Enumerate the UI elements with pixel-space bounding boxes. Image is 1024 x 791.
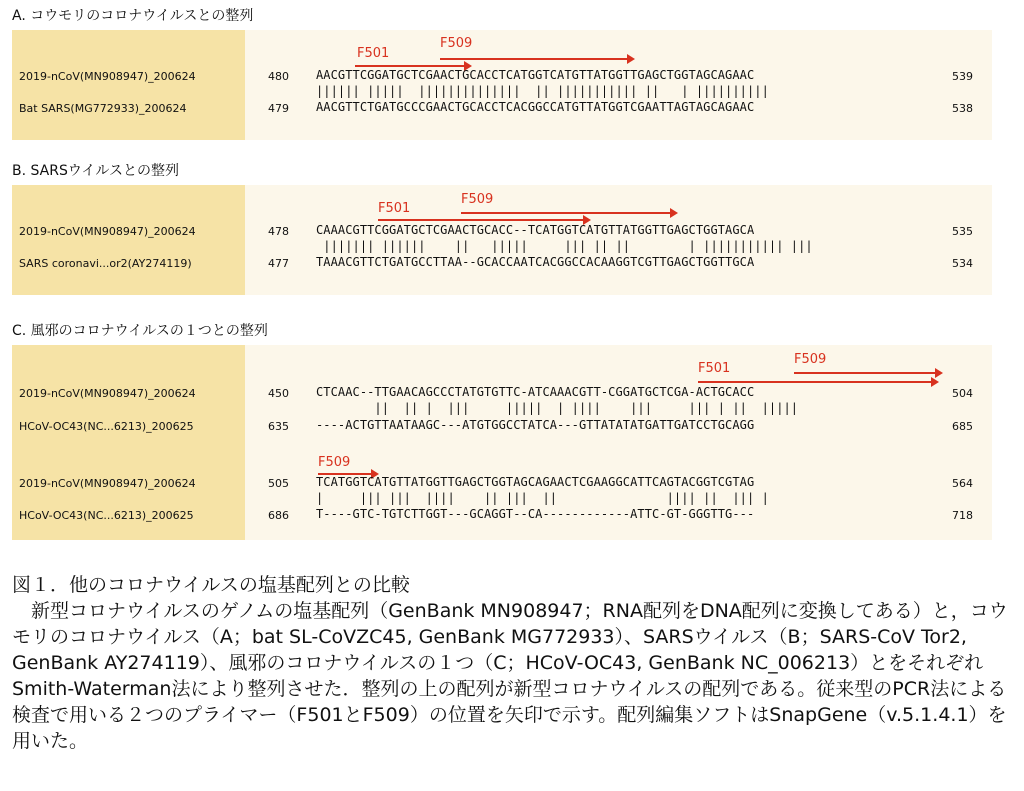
- primer-arrow-f501: [355, 65, 465, 67]
- match-line: || || | ||| ||||| | |||| ||| ||| | || |||||: [316, 401, 799, 415]
- seq-end: 564: [952, 477, 973, 490]
- sequence-names-column: [12, 185, 245, 295]
- caption-body: 新型コロナウイルスのゲノムの塩基配列（GenBank MN908947；RNA配列をDNA配列に変換してある）と，コウモリのコロナウイルス（A；bat SL-CoVZC45, GenBank MG772933）、SARSウイルス（B；SARS-CoV Tor2, GenBank AY274119）、風邪のコロナウイルスの１つ（C；HCoV-OC43, GenBank NC_006213）とをそれぞれSmith-Waterman法により整列させた．整列の上の配列が新型コロナウイルスの配列である。従来型のPCR法による検査で用いる２つのプライマー（F501とF509）の位置を矢印で示す。配列編集ソフトはSnapGene（v.5.1.4.1）を用いた。: [12, 600, 1008, 752]
- seq-name: HCoV-OC43(NC...6213)_200625: [19, 509, 194, 522]
- primer-label-f501: F501: [698, 361, 731, 376]
- seq-end: 685: [952, 420, 973, 433]
- seq-end: 718: [952, 509, 973, 522]
- sequence-names-column: [12, 30, 245, 140]
- seq-end: 538: [952, 102, 973, 115]
- primer-label-f509: F509: [461, 192, 494, 207]
- match-line: |||||| ||||| |||||||||||||| || ||||||||||| || | ||||||||||: [316, 84, 769, 98]
- caption-title: 図１．他のコロナウイルスの塩基配列との比較: [12, 574, 410, 596]
- section-b-title: B. SARSウイルスとの整列: [12, 163, 180, 179]
- primer-label-f509: F509: [440, 36, 473, 51]
- alignment-panel-a: [12, 30, 992, 140]
- match-line: ||||||| |||||| || ||||| ||| || || | ||||||||||| |||: [316, 239, 813, 253]
- seq-end: 539: [952, 70, 973, 83]
- sequence: CTCAAC--TTGAACAGCCCTATGTGTTC-ATCAAACGTT-CGGATGCTCGA-ACTGCACC: [316, 385, 755, 399]
- primer-arrow-f501: [378, 219, 584, 221]
- seq-start: 480: [268, 70, 289, 83]
- seq-name: SARS coronavi...or2(AY274119): [19, 257, 192, 270]
- seq-start: 478: [268, 225, 289, 238]
- primer-arrow-f509: [794, 372, 936, 374]
- section-a-title: A. コウモリのコロナウイルスとの整列: [12, 8, 254, 24]
- alignment-panel-b: [12, 185, 992, 295]
- primer-arrow-f509: [440, 58, 628, 60]
- seq-start: 477: [268, 257, 289, 270]
- primer-arrow-f509: [461, 212, 671, 214]
- seq-end: 535: [952, 225, 973, 238]
- seq-end: 534: [952, 257, 973, 270]
- seq-start: 505: [268, 477, 289, 490]
- seq-start: 686: [268, 509, 289, 522]
- seq-name: 2019-nCoV(MN908947)_200624: [19, 225, 196, 238]
- primer-label-f509: F509: [318, 455, 351, 470]
- sequence: ----ACTGTTAATAAGC---ATGTGGCCTATCA---GTTATATATGATTGATCCTGCAGG: [316, 418, 755, 432]
- sequence: CAAACGTTCGGATGCTCGAACTGCACC--TCATGGTCATGTTATGGTTGAGCTGGTAGCA: [316, 223, 755, 237]
- sequence: T----GTC-TGTCTTGGT---GCAGGT--CA------------ATTC-GT-GGGTTG---: [316, 507, 755, 521]
- match-line: | ||| ||| |||| || ||| || |||| || ||| |: [316, 491, 769, 505]
- section-c-title: C. 風邪のコロナウイルスの１つとの整列: [12, 323, 268, 339]
- primer-label-f509: F509: [794, 352, 827, 367]
- seq-start: 450: [268, 387, 289, 400]
- alignment-panel-c: [12, 345, 992, 540]
- figure-caption: [12, 572, 1012, 754]
- seq-name: HCoV-OC43(NC...6213)_200625: [19, 420, 194, 433]
- seq-start: 479: [268, 102, 289, 115]
- seq-name: 2019-nCoV(MN908947)_200624: [19, 387, 196, 400]
- seq-start: 635: [268, 420, 289, 433]
- sequence: TCATGGTCATGTTATGGTTGAGCTGGTAGCAGAACTCGAAGGCATTCAGTACGGTCGTAG: [316, 475, 755, 489]
- seq-name: 2019-nCoV(MN908947)_200624: [19, 70, 196, 83]
- seq-end: 504: [952, 387, 973, 400]
- sequence: AACGTTCTGATGCCCGAACTGCACCTCACGGCCATGTTATGGTCGAATTAGTAGCAGAAC: [316, 100, 755, 114]
- primer-arrow-f501: [698, 381, 932, 383]
- primer-label-f501: F501: [378, 201, 411, 216]
- seq-name: Bat SARS(MG772933)_200624: [19, 102, 187, 115]
- seq-name: 2019-nCoV(MN908947)_200624: [19, 477, 196, 490]
- sequence: AACGTTCGGATGCTCGAACTGCACCTCATGGTCATGTTATGGTTGAGCTGGTAGCAGAAC: [316, 68, 755, 82]
- sequence: TAAACGTTCTGATGCCTTAA--GCACCAATCACGGCCACAAGGTCGTTGAGCTGGTTGCA: [316, 255, 755, 269]
- primer-label-f501: F501: [357, 46, 390, 61]
